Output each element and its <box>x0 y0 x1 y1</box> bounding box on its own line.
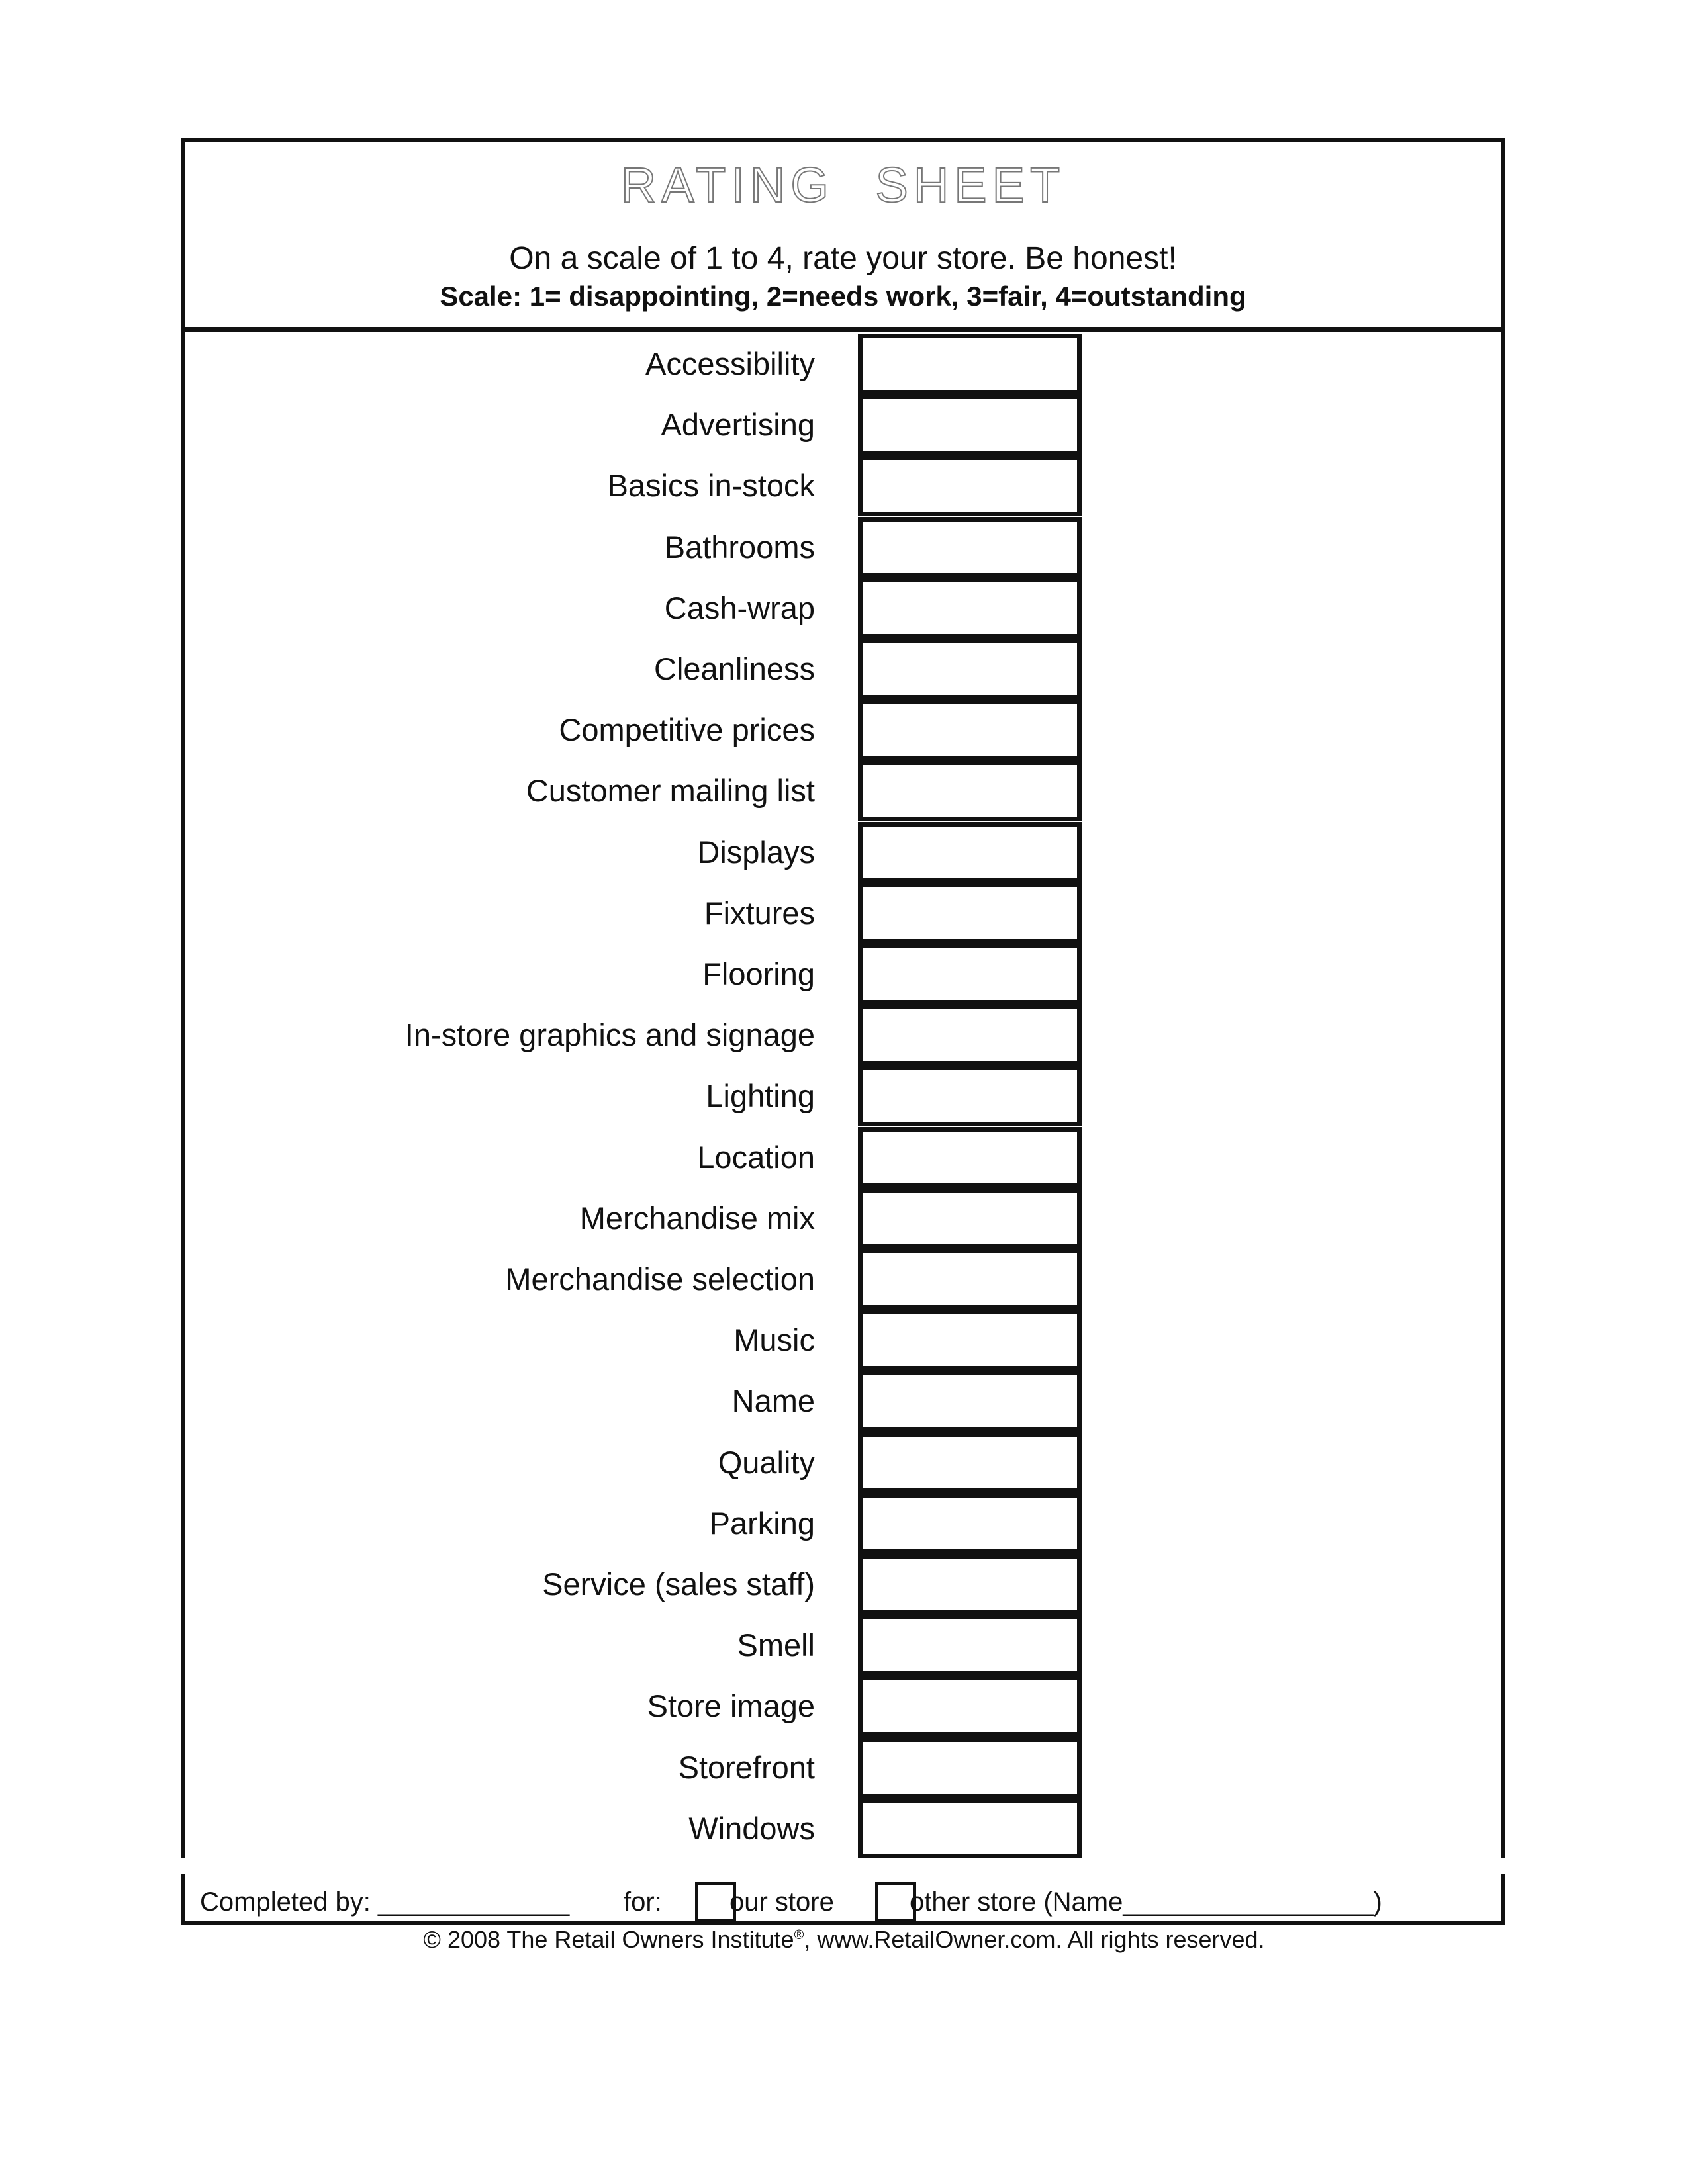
rating-box[interactable] <box>858 1737 1082 1798</box>
copyright-rest: , www.RetailOwner.com. All rights reserved. <box>804 1926 1265 1953</box>
rating-box[interactable] <box>858 883 1082 944</box>
your-store-label: our store <box>729 1888 834 1917</box>
row-label: Smell <box>737 1627 815 1663</box>
row-label: Accessibility <box>645 346 815 381</box>
other-store-label: other store (Name_________________) <box>910 1888 1382 1917</box>
for-label: for: <box>624 1888 662 1917</box>
registered-mark: ® <box>794 1928 804 1942</box>
rating-box[interactable] <box>858 1554 1082 1615</box>
copyright-notice <box>0 1926 1688 1954</box>
row-label: Cleanliness <box>654 651 815 686</box>
scale-legend: Scale: 1= disappointing, 2=needs work, 3=fair, 4=outstanding <box>440 281 1246 312</box>
row-label: Lighting <box>706 1078 815 1114</box>
rating-box[interactable] <box>858 822 1082 883</box>
row-label: Service (sales staff) <box>542 1567 815 1602</box>
rating-box[interactable] <box>858 394 1082 455</box>
rating-box[interactable] <box>858 1127 1082 1188</box>
your-store-checkbox[interactable] <box>695 1882 736 1923</box>
rating-box[interactable] <box>858 334 1082 394</box>
row-label: Merchandise selection <box>505 1261 815 1297</box>
rating-box[interactable] <box>858 760 1082 821</box>
other-store-checkbox[interactable] <box>875 1882 916 1923</box>
row-label: Customer mailing list <box>526 773 815 809</box>
rating-box[interactable] <box>858 455 1082 516</box>
rating-box[interactable] <box>858 1676 1082 1737</box>
border-gap <box>180 1858 1514 1874</box>
rating-box[interactable] <box>858 700 1082 760</box>
instruction-text: On a scale of 1 to 4, rate your store. Be honest! <box>509 241 1177 276</box>
rating-box[interactable] <box>858 1005 1082 1066</box>
sheet-header <box>185 142 1501 332</box>
rating-box[interactable] <box>858 1615 1082 1676</box>
rating-box[interactable] <box>858 578 1082 639</box>
row-label: Parking <box>709 1505 815 1541</box>
row-label: Displays <box>697 834 815 870</box>
copyright-text: © 2008 The Retail Owners Institute <box>423 1926 794 1953</box>
row-label: Bathrooms <box>664 529 815 565</box>
rating-box[interactable] <box>858 944 1082 1005</box>
rating-box[interactable] <box>858 1249 1082 1310</box>
completed-by-field[interactable]: Completed by: _____________ <box>200 1888 570 1917</box>
rating-box[interactable] <box>858 1310 1082 1371</box>
row-label: Music <box>733 1322 815 1358</box>
rating-box[interactable] <box>858 1188 1082 1249</box>
row-label: Location <box>697 1139 815 1175</box>
row-label: Cash-wrap <box>664 590 815 625</box>
row-label: Merchandise mix <box>579 1200 815 1236</box>
row-label: Fixtures <box>704 895 815 931</box>
rating-box[interactable] <box>858 639 1082 700</box>
rating-box[interactable] <box>858 1798 1082 1859</box>
rating-box[interactable] <box>858 1371 1082 1432</box>
sheet-title: RATING SHEET <box>620 158 1066 212</box>
row-label: Store image <box>647 1688 815 1724</box>
rating-box[interactable] <box>858 517 1082 578</box>
row-label: Quality <box>718 1444 815 1480</box>
row-label: Flooring <box>702 956 815 991</box>
row-label: Name <box>731 1383 815 1419</box>
row-label: Competitive prices <box>559 712 815 748</box>
rating-sheet <box>181 138 1505 1925</box>
row-label: Storefront <box>678 1749 815 1785</box>
row-label: In-store graphics and signage <box>404 1017 815 1053</box>
row-label: Windows <box>688 1810 815 1846</box>
footer-row <box>185 1874 1501 1925</box>
rating-box[interactable] <box>858 1066 1082 1126</box>
row-label: Basics in-stock <box>607 468 815 504</box>
row-label: Advertising <box>661 407 815 443</box>
rating-box[interactable] <box>858 1432 1082 1493</box>
rating-box[interactable] <box>858 1493 1082 1554</box>
